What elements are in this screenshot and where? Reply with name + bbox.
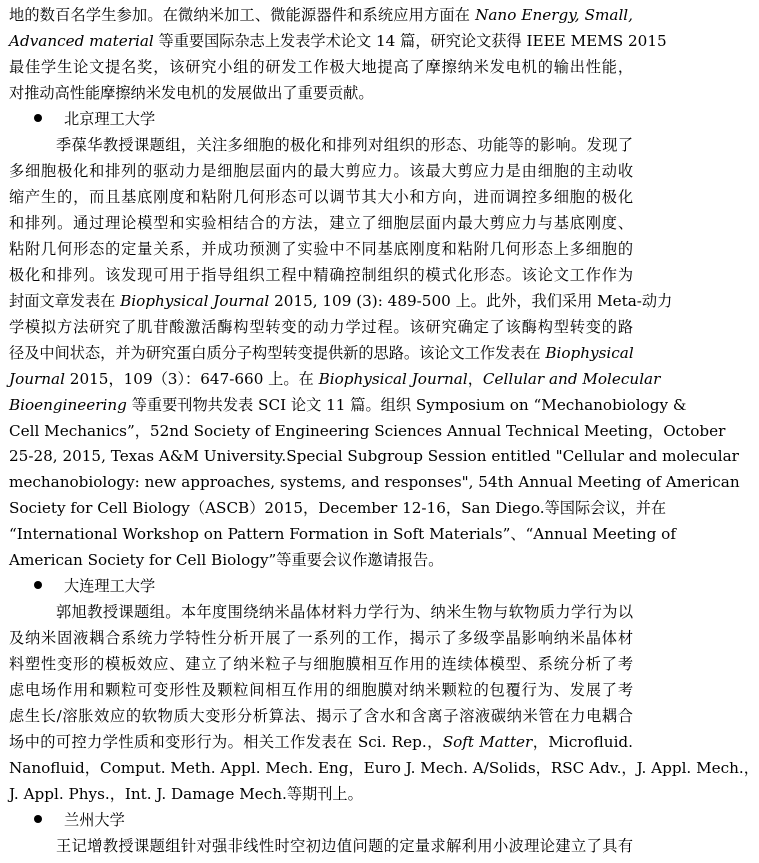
text-line: 料塑性变形的模板效应、建立了纳米粒子与细胞膜相互作用的连续体模型、系统分析了考 — [9, 655, 633, 673]
text-line: Advanced material 等重要国际杂志上发表学术论文 14 篇，研究论文获得 IEEE MEMS 2015 — [9, 32, 667, 50]
text-line: 地的数百名学生参加。在微纳米加工、微能源器件和系统应用方面在 Nano Energy, Small, — [9, 6, 633, 24]
text-line: Nanofluid，Comput. Meth. Appl. Mech. Eng，Euro J. Mech. A/Solids，RSC Adv.，J. Appl. Mech.， — [9, 759, 759, 777]
text-line: mechanobiology: new approaches, systems, and responses", 54th Annual Meeting of American — [9, 473, 740, 491]
bullet-icon — [34, 114, 42, 122]
text-line: 极化和排列。该发现可用于指导组织工程中精确控制组织的模式化形态。该论文工作作为 — [9, 266, 633, 284]
heading-text: 兰州大学 — [64, 811, 125, 829]
heading-text: 大连理工大学 — [64, 577, 156, 595]
section-heading-dut — [34, 573, 155, 599]
text-line: American Society for Cell Biology”等重要会议作邀请报告。 — [9, 551, 444, 569]
bullet-icon — [34, 581, 42, 589]
section-heading-bit — [34, 106, 155, 132]
text-line: 最佳学生论文提名奖，该研究小组的研发工作极大地提高了摩擦纳米发电机的输出性能， — [9, 58, 633, 76]
text-line: Bioengineering 等重要刊物共发表 SCI 论文 11 篇。组织 Symposium on “Mechanobiology & — [9, 396, 687, 414]
text-line: 和排列。通过理论模型和实验相结合的方法，建立了细胞层面内最大剪应力与基底刚度、 — [9, 214, 633, 232]
text-line: 虑生长/溶胀效应的软物质大变形分析算法、揭示了含水和含离子溶液碳纳米管在力电耦合 — [9, 707, 633, 725]
text-line: 郭旭教授课题组。本年度围绕纳米晶体材料力学行为、纳米生物与软物质力学行为以 — [56, 603, 633, 621]
bullet-icon — [34, 815, 42, 823]
text-line: 缩产生的，而且基底刚度和粘附几何形态可以调节其大小和方向，进而调控多细胞的极化 — [9, 188, 633, 206]
text-line: 径及中间状态，并为研究蛋白质分子构型转变提供新的思路。该论文工作发表在 Biophysical — [9, 344, 634, 362]
text-line: Journal 2015，109（3）：647-660 上。在 Biophysical Journal，Cellular and Molecular — [9, 370, 661, 388]
text-line: 场中的可控力学性质和变形行为。相关工作发表在 Sci. Rep.，Soft Matter，Microfluid. — [9, 733, 633, 751]
text-line: 多细胞极化和排列的驱动力是细胞层面内的最大剪应力。该最大剪应力是由细胞的主动收 — [9, 162, 633, 180]
text-line: 学模拟方法研究了肌苷酸激活酶构型转变的动力学过程。该研究确定了该酶构型转变的路 — [9, 318, 633, 336]
text-line: 粘附几何形态的定量关系，并成功预测了实验中不同基底刚度和粘附几何形态上多细胞的 — [9, 240, 633, 258]
text-line: 对推动高性能摩擦纳米发电机的发展做出了重要贡献。 — [9, 84, 374, 102]
text-line: Society for Cell Biology（ASCB）2015，December 12-16，San Diego.等国际会议，并在 — [9, 499, 667, 517]
text-line: 虑电场作用和颗粒可变形性及颗粒间相互作用的细胞膜对纳米颗粒的包覆行为、发展了考 — [9, 681, 633, 699]
text-line: Cell Mechanics”，52nd Society of Engineering Sciences Annual Technical Meeting，October — [9, 422, 726, 440]
heading-text: 北京理工大学 — [64, 110, 156, 128]
text-line: 季葆华教授课题组，关注多细胞的极化和排列对组织的形态、功能等的影响。发现了 — [56, 136, 633, 154]
text-line: 25-28, 2015, Texas A&M University.Special Subgroup Session entitled "Cellular and molecular — [9, 447, 739, 465]
text-line: “International Workshop on Pattern Formation in Soft Materials”、“Annual Meeting of — [9, 525, 676, 543]
text-line: 封面文章发表在 Biophysical Journal 2015, 109 (3): 489-500 上。此外，我们采用 Meta-动力 — [9, 292, 673, 310]
section-heading-lzu — [34, 807, 125, 833]
text-line: J. Appl. Phys.，Int. J. Damage Mech.等期刊上。 — [9, 785, 363, 803]
text-line: 及纳米固液耦合系统力学特性分析开展了一系列的工作，揭示了多级孪晶影响纳米晶体材 — [9, 629, 633, 647]
text-line: 王记增教授课题组针对强非线性时空初边值问题的定量求解利用小波理论建立了具有 — [56, 837, 633, 855]
